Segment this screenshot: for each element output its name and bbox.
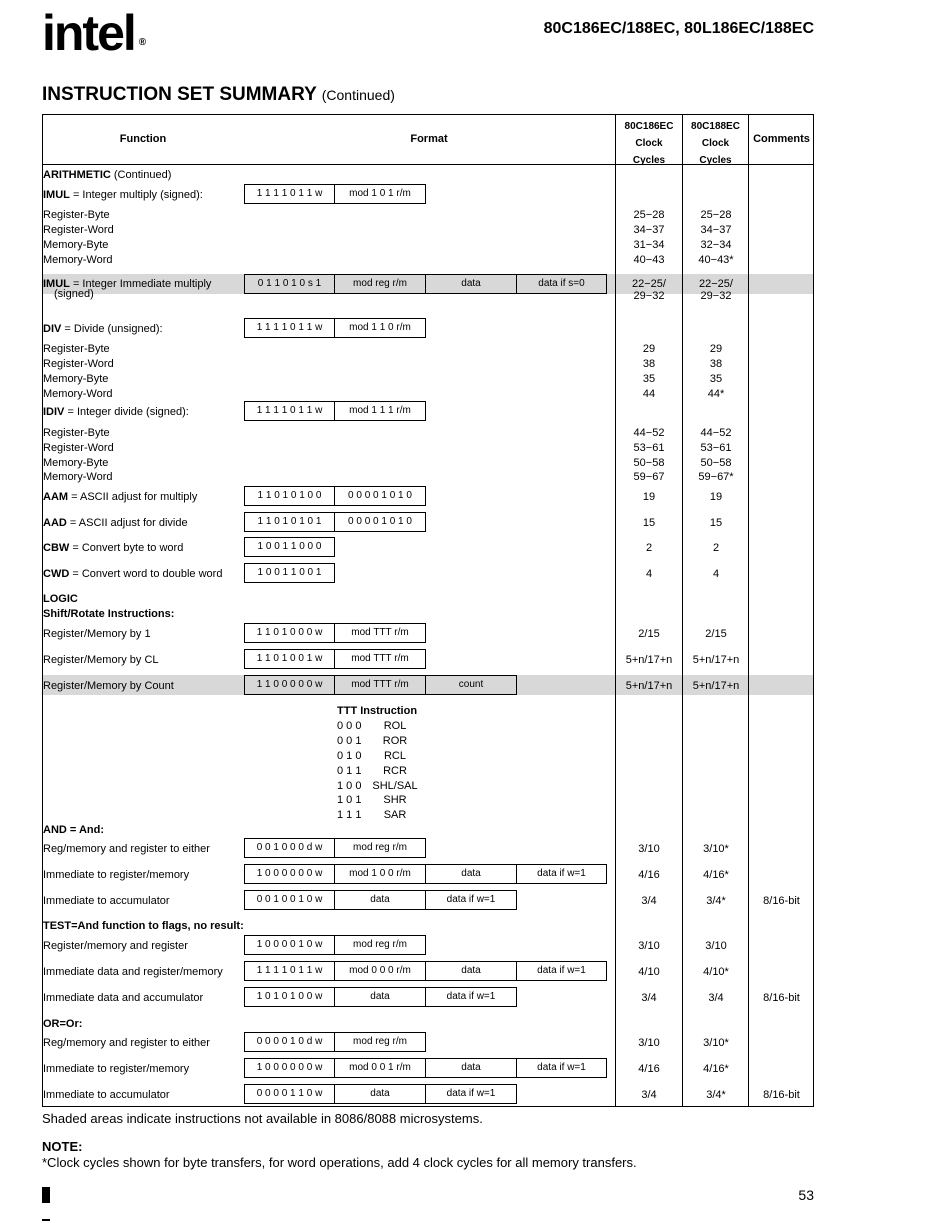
part-numbers: 80C186EC/188EC, 80L186EC/188EC <box>543 20 814 37</box>
ttt-instruction: ROR <box>382 735 408 747</box>
format-field: data if w=1 <box>516 864 607 884</box>
intel-logo: intel ® <box>42 5 147 61</box>
ttt-instruction: RCL <box>383 750 406 762</box>
row-imul-immediate: IMUL = Integer Immediate multiply <box>43 278 212 290</box>
format-field: mod TTT r/m <box>334 675 426 695</box>
cycles-186: 59−67 <box>633 471 665 483</box>
operand-label: Register-Byte <box>43 343 110 355</box>
format-field: 0 1 1 0 1 0 s 1 <box>244 274 335 294</box>
format-field: 0 0 1 0 0 0 d w <box>244 838 335 858</box>
cycles-188: 19 <box>709 491 723 503</box>
cycles-188: 22−25/ <box>699 278 733 290</box>
operand-label: Register-Word <box>43 224 114 236</box>
ttt-instruction: RCR <box>383 765 407 777</box>
comment: 8/16-bit <box>763 992 800 1004</box>
row-or-reg: Reg/memory and register to either <box>43 1037 210 1049</box>
cycles-186: 53−61 <box>633 442 665 454</box>
format-field: data <box>334 1084 426 1104</box>
row-idiv: IDIV = Integer divide (signed): <box>43 406 189 418</box>
format-field: 1 1 1 1 0 1 1 w <box>244 318 335 338</box>
row-or-imm: Immediate to register/memory <box>43 1063 190 1075</box>
cycles-186: 2 <box>645 542 653 554</box>
cycles-188: 4/16* <box>703 1063 729 1075</box>
format-field: 1 0 0 0 0 1 0 w <box>244 935 335 955</box>
row-shift-by-cl: Register/Memory by CL <box>43 654 159 666</box>
cycles-186: 3/4 <box>641 895 657 907</box>
ttt-instruction: SHL/SAL <box>372 780 418 792</box>
operand-label: Register-Word <box>43 358 114 370</box>
row-or-acc: Immediate to accumulator <box>43 1089 170 1101</box>
cycles-186: 29 <box>642 343 656 355</box>
section-test: TEST=And function to flags, no result: <box>43 920 244 932</box>
cycles-188: 34−37 <box>700 224 732 236</box>
cycles-186: 4 <box>645 568 653 580</box>
format-field: mod 1 0 0 r/m <box>334 864 426 884</box>
cycles-188: 29 <box>709 343 723 355</box>
format-field: mod 1 1 1 r/m <box>334 401 426 421</box>
cycles-188: 25−28 <box>700 209 732 221</box>
cycles-188: 50−58 <box>700 457 732 469</box>
format-field: data if w=1 <box>425 890 517 910</box>
margin-bar <box>42 1187 50 1203</box>
cycles-186: 3/10 <box>638 843 660 855</box>
format-field: 1 1 1 1 0 1 1 w <box>244 184 335 204</box>
header-80c186ec: 80C186EC Clock Cycles <box>624 121 674 166</box>
ttt-code: 0 0 1 <box>337 735 362 747</box>
format-field: 1 1 1 1 0 1 1 w <box>244 961 335 981</box>
header-80c188ec: 80C188EC Clock Cycles <box>691 121 740 166</box>
cycles-188: 4/10* <box>703 966 729 978</box>
cycles-188: 29−32 <box>700 290 732 302</box>
format-field: count <box>425 675 517 695</box>
operand-label: Memory-Word <box>43 471 113 483</box>
format-field: mod reg r/m <box>334 1032 426 1052</box>
section-and: AND = And: <box>43 824 105 836</box>
cycles-188: 35 <box>709 373 723 385</box>
note-text: *Clock cycles shown for byte transfers, for word operations, add 4 clock cycles for all memory transfers. <box>42 1155 637 1170</box>
format-field: data if w=1 <box>516 961 607 981</box>
cycles-188: 32−34 <box>700 239 732 251</box>
ttt-instruction: ROL <box>383 720 407 732</box>
format-field: data <box>425 864 517 884</box>
format-field: 1 1 0 0 0 0 0 w <box>244 675 335 695</box>
format-field: mod 0 0 1 r/m <box>334 1058 426 1078</box>
cycles-186: 19 <box>642 491 656 503</box>
section-or: OR=Or: <box>43 1018 83 1030</box>
cycles-186: 2/15 <box>638 628 660 640</box>
comment: 8/16-bit <box>763 895 800 907</box>
cycles-186: 50−58 <box>633 457 665 469</box>
format-field: 1 0 0 1 1 0 0 0 <box>244 537 335 557</box>
format-field: 1 0 0 0 0 0 0 w <box>244 1058 335 1078</box>
cycles-186: 4/16 <box>638 869 660 881</box>
cycles-188: 38 <box>709 358 723 370</box>
comment: 8/16-bit <box>763 1089 800 1101</box>
ttt-instruction: SHR <box>383 794 407 806</box>
row-and-reg: Reg/memory and register to either <box>43 843 210 855</box>
operand-label: Memory-Byte <box>43 457 109 469</box>
format-field: data <box>334 890 426 910</box>
cycles-188: 2/15 <box>705 628 727 640</box>
format-field: data if w=1 <box>425 1084 517 1104</box>
cycles-188: 2 <box>712 542 720 554</box>
cycles-186: 38 <box>642 358 656 370</box>
row-imul-immediate-cont: (signed) <box>54 288 94 300</box>
cycles-188: 44−52 <box>700 427 732 439</box>
operand-label: Memory-Word <box>43 388 113 400</box>
format-field: 1 0 0 1 1 0 0 1 <box>244 563 335 583</box>
cycles-188: 3/10* <box>703 1037 729 1049</box>
operand-label: Memory-Byte <box>43 239 109 251</box>
cycles-188: 40−43* <box>698 254 734 266</box>
page-number: 53 <box>798 1187 814 1203</box>
ttt-code: 1 1 1 <box>337 809 362 821</box>
cycles-186: 29−32 <box>633 290 665 302</box>
format-field: mod reg r/m <box>334 935 426 955</box>
header-format: Format <box>410 133 448 145</box>
format-field: 1 1 0 1 0 0 1 w <box>244 649 335 669</box>
cycles-188: 59−67* <box>698 471 734 483</box>
format-field: data if s=0 <box>516 274 607 294</box>
format-field: 1 1 0 1 0 0 0 w <box>244 623 335 643</box>
shaded-note: Shaded areas indicate instructions not available in 8086/8088 microsystems. <box>42 1111 483 1126</box>
cycles-186: 3/10 <box>638 940 660 952</box>
format-field: 0 0 0 0 1 0 d w <box>244 1032 335 1052</box>
cycles-188: 53−61 <box>700 442 732 454</box>
cycles-186: 35 <box>642 373 656 385</box>
section-logic: LOGIC <box>43 593 78 605</box>
format-field: 1 1 0 1 0 1 0 0 <box>244 486 335 506</box>
cycles-188: 4 <box>712 568 720 580</box>
cycles-188: 15 <box>709 517 723 529</box>
operand-label: Register-Byte <box>43 209 110 221</box>
format-field: mod 0 0 0 r/m <box>334 961 426 981</box>
row-and-acc: Immediate to accumulator <box>43 895 170 907</box>
format-field: mod reg r/m <box>334 838 426 858</box>
format-field: 0 0 0 0 1 0 1 0 <box>334 486 426 506</box>
row-shift-by-count: Register/Memory by Count <box>43 680 174 692</box>
ttt-code: 1 0 1 <box>337 794 362 806</box>
operand-label: Register-Byte <box>43 427 110 439</box>
format-field: data <box>425 274 517 294</box>
cycles-186: 34−37 <box>633 224 665 236</box>
header-comments: Comments <box>753 133 810 145</box>
cycles-186: 40−43 <box>633 254 665 266</box>
row-test-acc: Immediate data and accumulator <box>43 992 204 1004</box>
row-test-reg: Register/memory and register <box>43 940 188 952</box>
cycles-188: 3/10 <box>705 940 727 952</box>
cycles-186: 22−25/ <box>632 278 666 290</box>
operand-label: Memory-Byte <box>43 373 109 385</box>
format-field: mod reg r/m <box>334 274 426 294</box>
format-field: data <box>425 1058 517 1078</box>
format-field: data if w=1 <box>425 987 517 1007</box>
cycles-188: 5+n/17+n <box>692 654 740 666</box>
cycles-186: 4/10 <box>638 966 660 978</box>
row-test-imm: Immediate data and register/memory <box>43 966 223 978</box>
format-field: data <box>334 987 426 1007</box>
cycles-186: 44 <box>642 388 656 400</box>
note-heading: NOTE: <box>42 1139 83 1154</box>
format-field: 1 1 0 1 0 1 0 1 <box>244 512 335 532</box>
operand-label: Memory-Word <box>43 254 113 266</box>
format-field: mod 1 1 0 r/m <box>334 318 426 338</box>
row-imul: IMUL = Integer multiply (signed): <box>43 189 203 201</box>
section-shift-rotate: Shift/Rotate Instructions: <box>43 608 175 620</box>
format-field: data if w=1 <box>516 1058 607 1078</box>
ttt-code: 1 0 0 <box>337 780 362 792</box>
row-cwd: CWD = Convert word to double word <box>43 568 223 580</box>
format-field: 1 0 0 0 0 0 0 w <box>244 864 335 884</box>
cycles-186: 3/4 <box>641 1089 657 1101</box>
format-field: data <box>425 961 517 981</box>
cycles-188: 5+n/17+n <box>692 680 740 692</box>
page-title: INSTRUCTION SET SUMMARY (Continued) <box>42 84 395 105</box>
ttt-instruction: SAR <box>383 809 407 821</box>
format-field: mod 1 0 1 r/m <box>334 184 426 204</box>
format-field: 0 0 1 0 0 1 0 w <box>244 890 335 910</box>
row-aad: AAD = ASCII adjust for divide <box>43 517 188 529</box>
cycles-186: 5+n/17+n <box>625 680 673 692</box>
section-arithmetic: ARITHMETIC (Continued) <box>43 169 172 181</box>
cycles-186: 25−28 <box>633 209 665 221</box>
margin-bar <box>42 1219 50 1221</box>
row-aam: AAM = ASCII adjust for multiply <box>43 491 198 503</box>
ttt-code: 0 0 0 <box>337 720 362 732</box>
format-field: mod TTT r/m <box>334 649 426 669</box>
cycles-188: 4/16* <box>703 869 729 881</box>
cycles-188: 44* <box>707 388 725 400</box>
row-and-imm: Immediate to register/memory <box>43 869 190 881</box>
cycles-186: 3/10 <box>638 1037 660 1049</box>
format-field: 0 0 0 0 1 0 1 0 <box>334 512 426 532</box>
cycles-186: 5+n/17+n <box>625 654 673 666</box>
cycles-188: 3/4* <box>706 895 726 907</box>
format-field: 0 0 0 0 1 1 0 w <box>244 1084 335 1104</box>
header-function: Function <box>119 133 167 145</box>
format-field: mod TTT r/m <box>334 623 426 643</box>
cycles-186: 15 <box>642 517 656 529</box>
cycles-186: 3/4 <box>641 992 657 1004</box>
ttt-code: 0 1 1 <box>337 765 362 777</box>
cycles-188: 3/4* <box>706 1089 726 1101</box>
cycles-188: 3/4 <box>708 992 724 1004</box>
format-field: 1 0 1 0 1 0 0 w <box>244 987 335 1007</box>
ttt-heading: TTT Instruction <box>337 705 418 717</box>
ttt-code: 0 1 0 <box>337 750 362 762</box>
cycles-186: 31−34 <box>633 239 665 251</box>
row-div: DIV = Divide (unsigned): <box>43 323 163 335</box>
cycles-186: 44−52 <box>633 427 665 439</box>
operand-label: Register-Word <box>43 442 114 454</box>
row-cbw: CBW = Convert byte to word <box>43 542 184 554</box>
row-shift-by-1: Register/Memory by 1 <box>43 628 151 640</box>
format-field: 1 1 1 1 0 1 1 w <box>244 401 335 421</box>
cycles-188: 3/10* <box>703 843 729 855</box>
cycles-186: 4/16 <box>638 1063 660 1075</box>
